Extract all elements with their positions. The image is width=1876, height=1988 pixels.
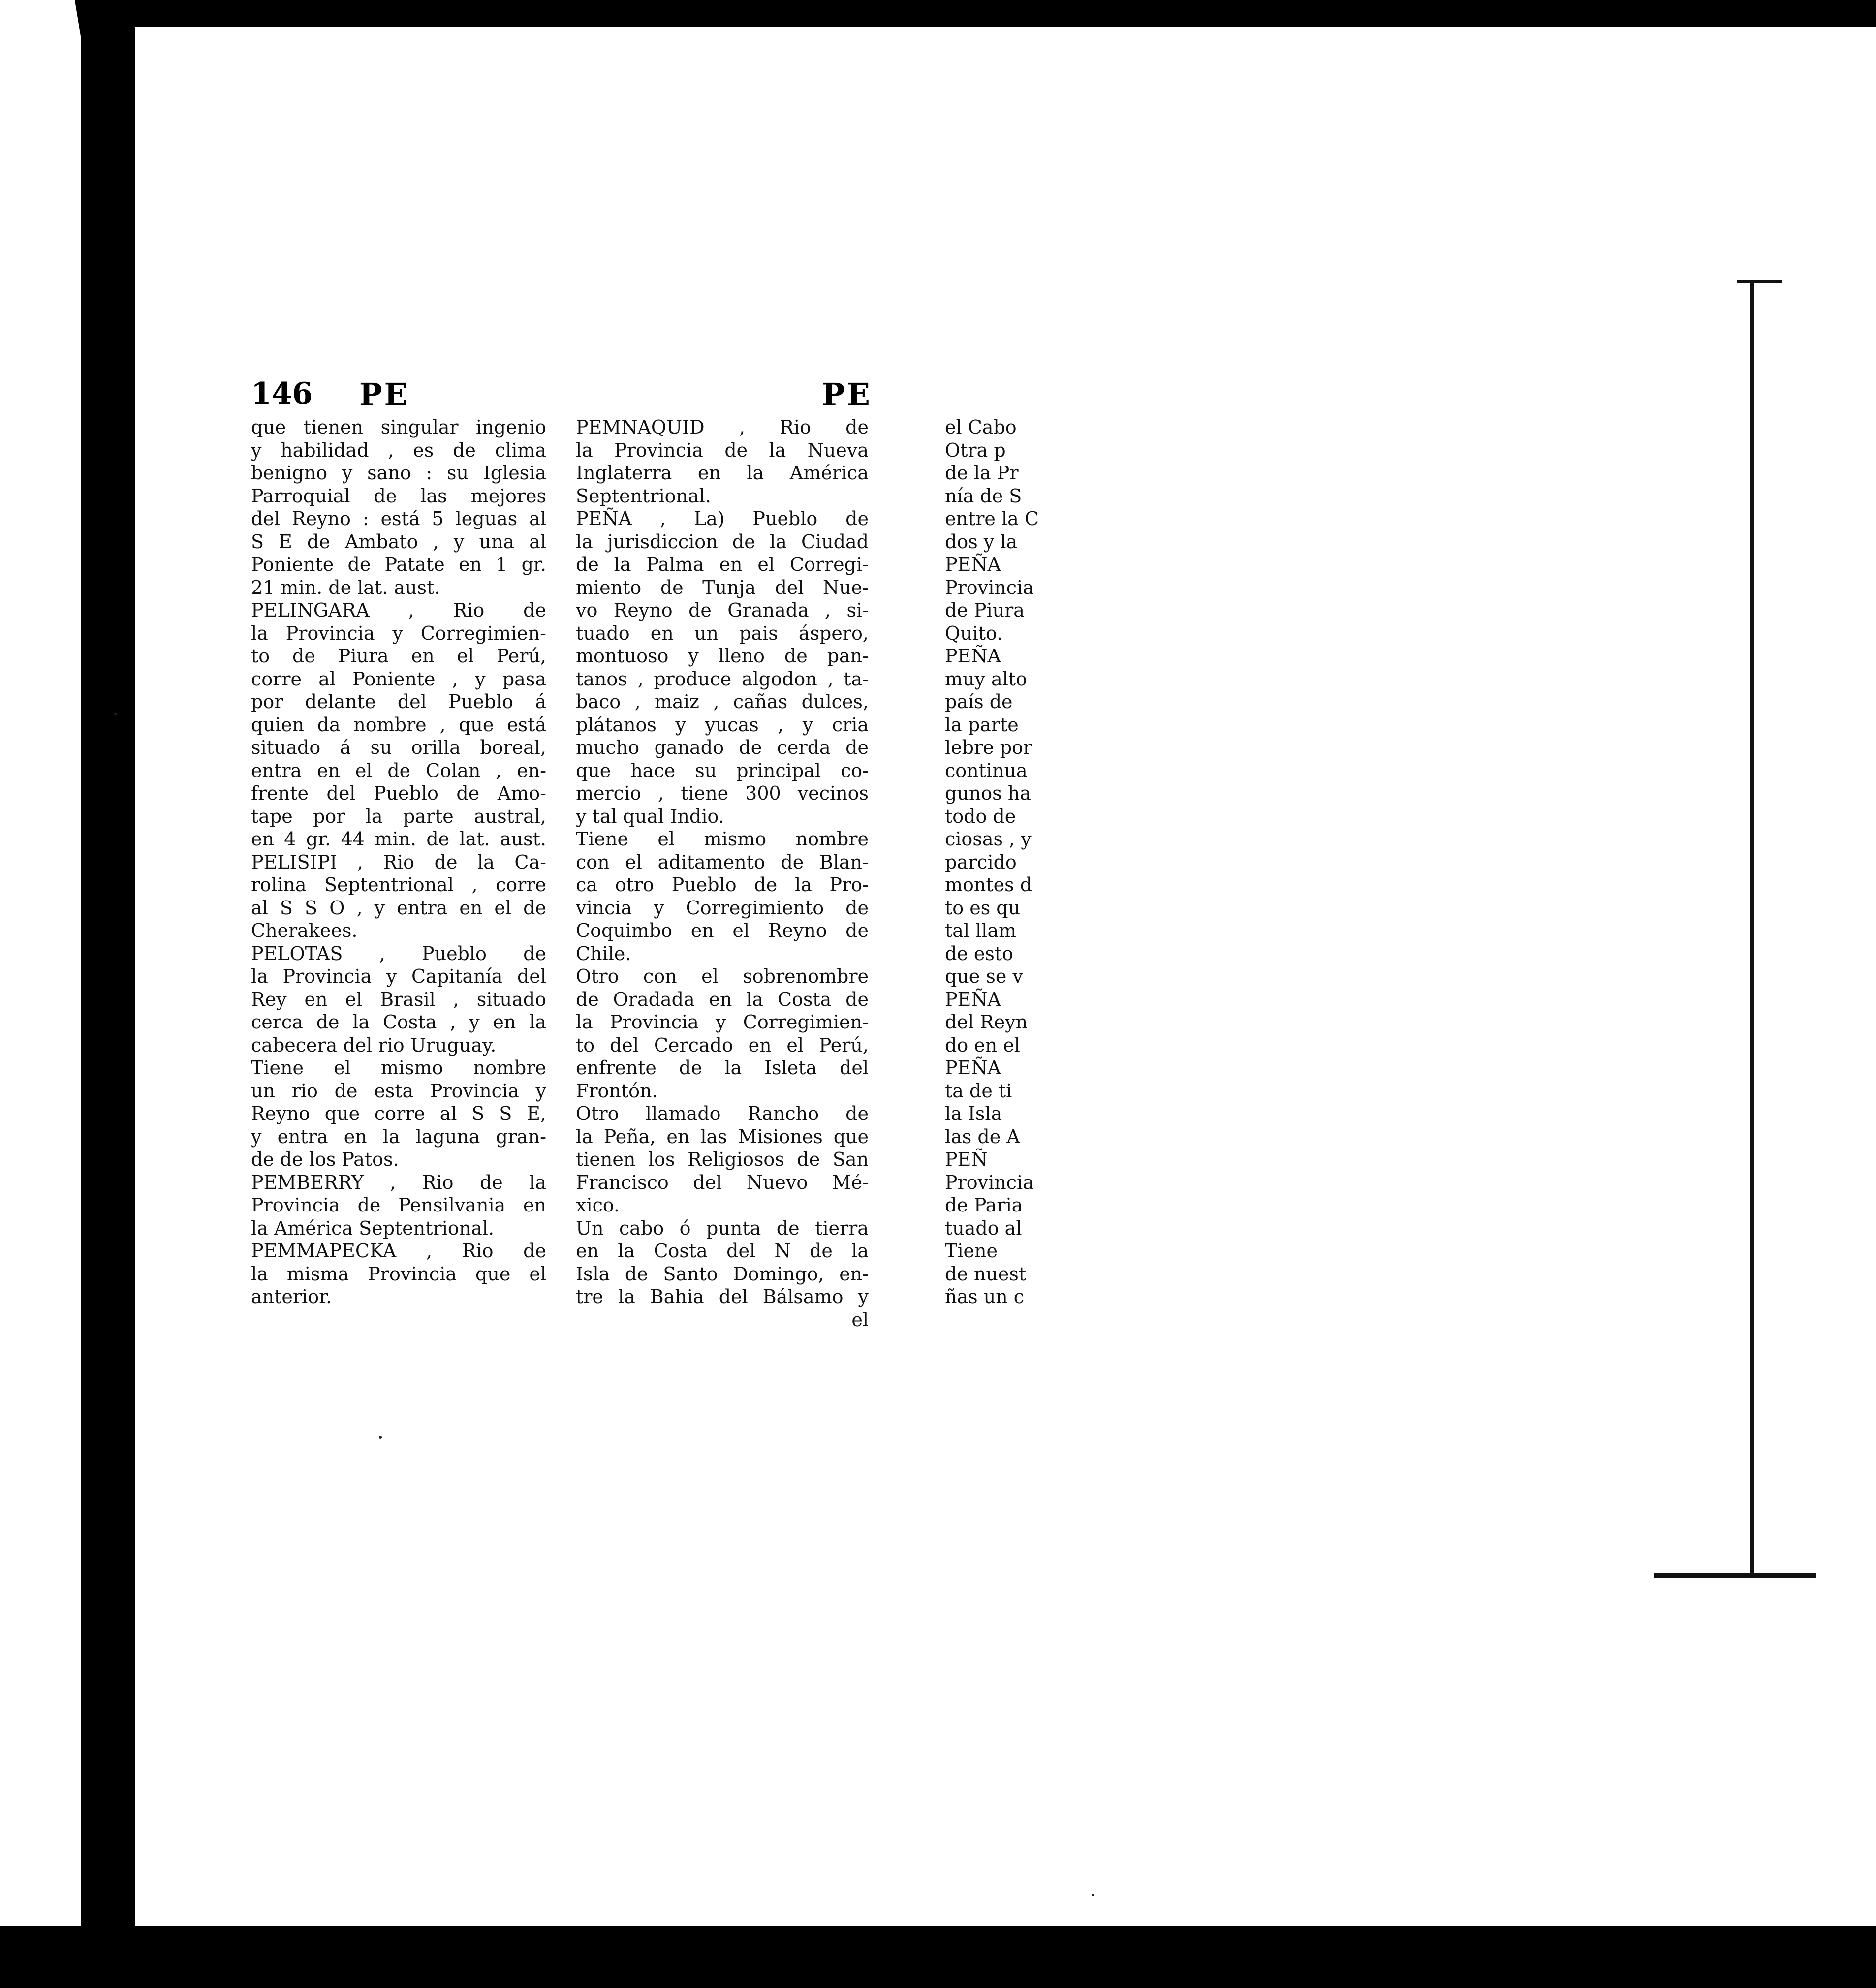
text-line: parcido [945, 851, 1017, 873]
text-line: lebre por [945, 737, 1032, 758]
text-line: mucho ganado de cerda de [576, 737, 869, 758]
scan-bottom-border [0, 1926, 1876, 1988]
text-line: frente del Pueblo de Amo- [251, 782, 546, 804]
text-line: ta de ti [945, 1080, 1012, 1102]
page-number: 146 [251, 376, 313, 411]
frame-rule-bottom [1654, 1573, 1816, 1578]
text-line: PELOTAS , Pueblo de [251, 942, 546, 964]
text-line: de la Palma en el Corregi- [576, 554, 869, 575]
frame-rule-top [1737, 280, 1782, 283]
text-line: la jurisdiccion de la Ciudad [576, 530, 869, 553]
text-line: tuado en un pais áspero, [576, 622, 869, 644]
text-line: PEÑA , La) Pueblo de [576, 508, 869, 529]
text-line: del Reyno : está 5 leguas al [251, 508, 546, 529]
text-line: vo Reyno de Granada , si- [576, 599, 869, 621]
text-line: ca otro Pueblo de la Pro- [576, 874, 869, 896]
text-line: Provincia de Pensilvania en [251, 1194, 546, 1216]
text-line: y habilidad , es de clima [251, 439, 546, 461]
text-line: Francisco del Nuevo Mé- [576, 1171, 869, 1193]
text-line: situado á su orilla boreal, [251, 737, 546, 758]
text-line: Chile. [576, 942, 631, 964]
text-line: la Peña, en las Misiones que [576, 1125, 869, 1148]
text-line: baco , maiz , cañas dulces, [576, 691, 869, 713]
text-line: Septentrional. [576, 485, 711, 507]
text-line: Cherakees. [251, 920, 358, 941]
running-head-left: PE [359, 376, 409, 412]
text-line: el Cabo [945, 416, 1017, 438]
text-line: un rio de esta Provincia y [251, 1080, 546, 1102]
text-line: benigno y sano : su Iglesia [251, 462, 546, 484]
text-line: Provincia [945, 1171, 1034, 1193]
text-line: Provincia [945, 576, 1034, 598]
text-line: PEÑA [945, 554, 1001, 575]
text-line: tal llam [945, 920, 1017, 941]
text-line: tanos , produce algodon , ta- [576, 668, 869, 690]
text-line: y entra en la laguna gran- [251, 1125, 546, 1148]
text-line: miento de Tunja del Nue- [576, 576, 869, 598]
text-line: que hace su principal co- [576, 759, 869, 781]
text-line: to de Piura en el Perú, [251, 645, 546, 667]
text-line: S E de Ambato , y una al [251, 530, 546, 553]
text-line: PELINGARA , Rio de [251, 599, 546, 621]
text-line: PEMBERRY , Rio de la [251, 1171, 546, 1193]
text-column-right-cropped [945, 416, 1093, 1308]
text-line: muy alto [945, 668, 1028, 690]
text-line: la Provincia y Corregimien- [251, 622, 546, 644]
text-line: país de [945, 691, 1013, 713]
text-line: Parroquial de las mejores [251, 485, 546, 507]
text-line: to es qu [945, 897, 1021, 919]
text-line: por delante del Pueblo á [251, 691, 546, 713]
text-line: PEMNAQUID , Rio de [576, 416, 869, 438]
text-line: la Provincia y Capitanía del [251, 965, 546, 987]
frame-rule-vertical [1750, 283, 1754, 1577]
text-line: Inglaterra en la América [576, 462, 869, 484]
scan-speck [379, 1436, 382, 1439]
text-line: ciosas , y [945, 828, 1032, 850]
running-head-center: PE [822, 376, 872, 412]
text-line: con el aditamento de Blan- [576, 851, 869, 873]
text-line: en 4 gr. 44 min. de lat. aust. [251, 828, 546, 850]
text-line: Otro con el sobrenombre [576, 965, 869, 987]
text-line: de la Pr [945, 462, 1019, 484]
text-line: Coquimbo en el Reyno de [576, 920, 869, 941]
text-line: de Piura [945, 599, 1025, 621]
text-line: y tal qual Indio. [576, 805, 724, 827]
dictionary-page [251, 376, 1722, 1351]
text-line: nía de S [945, 485, 1022, 507]
text-line: entre la C [945, 508, 1039, 529]
text-line: montuoso y lleno de pan- [576, 645, 869, 667]
text-line: xico. [576, 1194, 620, 1216]
running-header [251, 376, 1722, 416]
text-line: PELISIPI , Rio de la Ca- [251, 851, 546, 873]
text-line: tuado al [945, 1217, 1022, 1239]
text-line: que se v [945, 965, 1023, 987]
text-line: la América Septentrional. [251, 1217, 495, 1239]
text-line: las de A [945, 1125, 1020, 1148]
text-column-left [251, 416, 546, 1308]
text-line: PEÑ [945, 1149, 988, 1170]
text-line: cabecera del rio Uruguay. [251, 1034, 497, 1056]
text-line: do en el [945, 1034, 1020, 1056]
text-line: la parte [945, 714, 1019, 736]
text-line: ñas un c [945, 1286, 1025, 1307]
text-line: de esto [945, 942, 1014, 964]
text-line: la misma Provincia que el [251, 1263, 546, 1285]
text-line: la Provincia de la Nueva [576, 439, 869, 461]
text-line: enfrente de la Isleta del [576, 1057, 869, 1079]
text-line: PEMMAPECKA , Rio de [251, 1240, 546, 1262]
text-line: Tiene el mismo nombre [576, 828, 869, 850]
text-line: Frontón. [576, 1080, 658, 1102]
text-line: continua [945, 759, 1028, 781]
text-line: vincia y Corregimiento de [576, 897, 869, 919]
text-line: rolina Septentrional , corre [251, 874, 546, 896]
text-line: el [851, 1308, 869, 1331]
text-line: del Reyn [945, 1011, 1028, 1033]
text-line: Quito. [945, 622, 1003, 644]
text-line: PEÑA [945, 1057, 1001, 1079]
text-line: quien da nombre , que está [251, 714, 546, 736]
text-line: 21 min. de lat. aust. [251, 576, 440, 598]
text-line: todo de [945, 805, 1016, 827]
text-line: anterior. [251, 1286, 332, 1307]
text-line: cerca de la Costa , y en la [251, 1011, 546, 1033]
text-line: PEÑA [945, 645, 1001, 667]
text-line: de Oradada en la Costa de [576, 988, 869, 1010]
text-line: Isla de Santo Domingo, en- [576, 1263, 869, 1285]
text-line: Otro llamado Rancho de [576, 1103, 869, 1124]
text-line: Otra p [945, 439, 1006, 461]
scan-speck [1092, 1894, 1094, 1896]
text-line: dos y la [945, 530, 1018, 553]
scan-speck [114, 713, 117, 715]
text-line: tape por la parte austral, [251, 805, 546, 827]
text-line: de Paria [945, 1194, 1023, 1216]
text-line: la Isla [945, 1103, 1002, 1124]
text-line: mercio , tiene 300 vecinos [576, 782, 869, 804]
text-line: de nuest [945, 1263, 1027, 1285]
text-line: Poniente de Patate en 1 gr. [251, 554, 546, 575]
text-line: Un cabo ó punta de tierra [576, 1217, 869, 1239]
text-line: la Provincia y Corregimien- [576, 1011, 869, 1033]
text-line: al S S O , y entra en el de [251, 897, 546, 919]
text-line: corre al Poniente , y pasa [251, 668, 546, 690]
text-line: to del Cercado en el Perú, [576, 1034, 869, 1056]
facing-page-edge [0, 0, 81, 1963]
text-line: de de los Patos. [251, 1149, 399, 1170]
text-line: Tiene el mismo nombre [251, 1057, 546, 1079]
text-line: montes d [945, 874, 1032, 896]
text-line: tre la Bahia del Bálsamo y [576, 1286, 869, 1307]
text-line: gunos ha [945, 782, 1031, 804]
text-line: Tiene [945, 1240, 998, 1262]
text-line: en la Costa del N de la [576, 1240, 869, 1262]
text-column-middle [576, 416, 869, 1331]
text-line: tienen los Religiosos de San [576, 1149, 869, 1170]
text-line: entra en el de Colan , en- [251, 759, 546, 781]
text-line: plátanos y yucas , y cria [576, 714, 869, 736]
text-line: Reyno que corre al S S E, [251, 1103, 546, 1124]
text-line: PEÑA [945, 988, 1001, 1010]
text-line: Rey en el Brasil , situado [251, 988, 546, 1010]
text-line: que tienen singular ingenio [251, 416, 546, 438]
